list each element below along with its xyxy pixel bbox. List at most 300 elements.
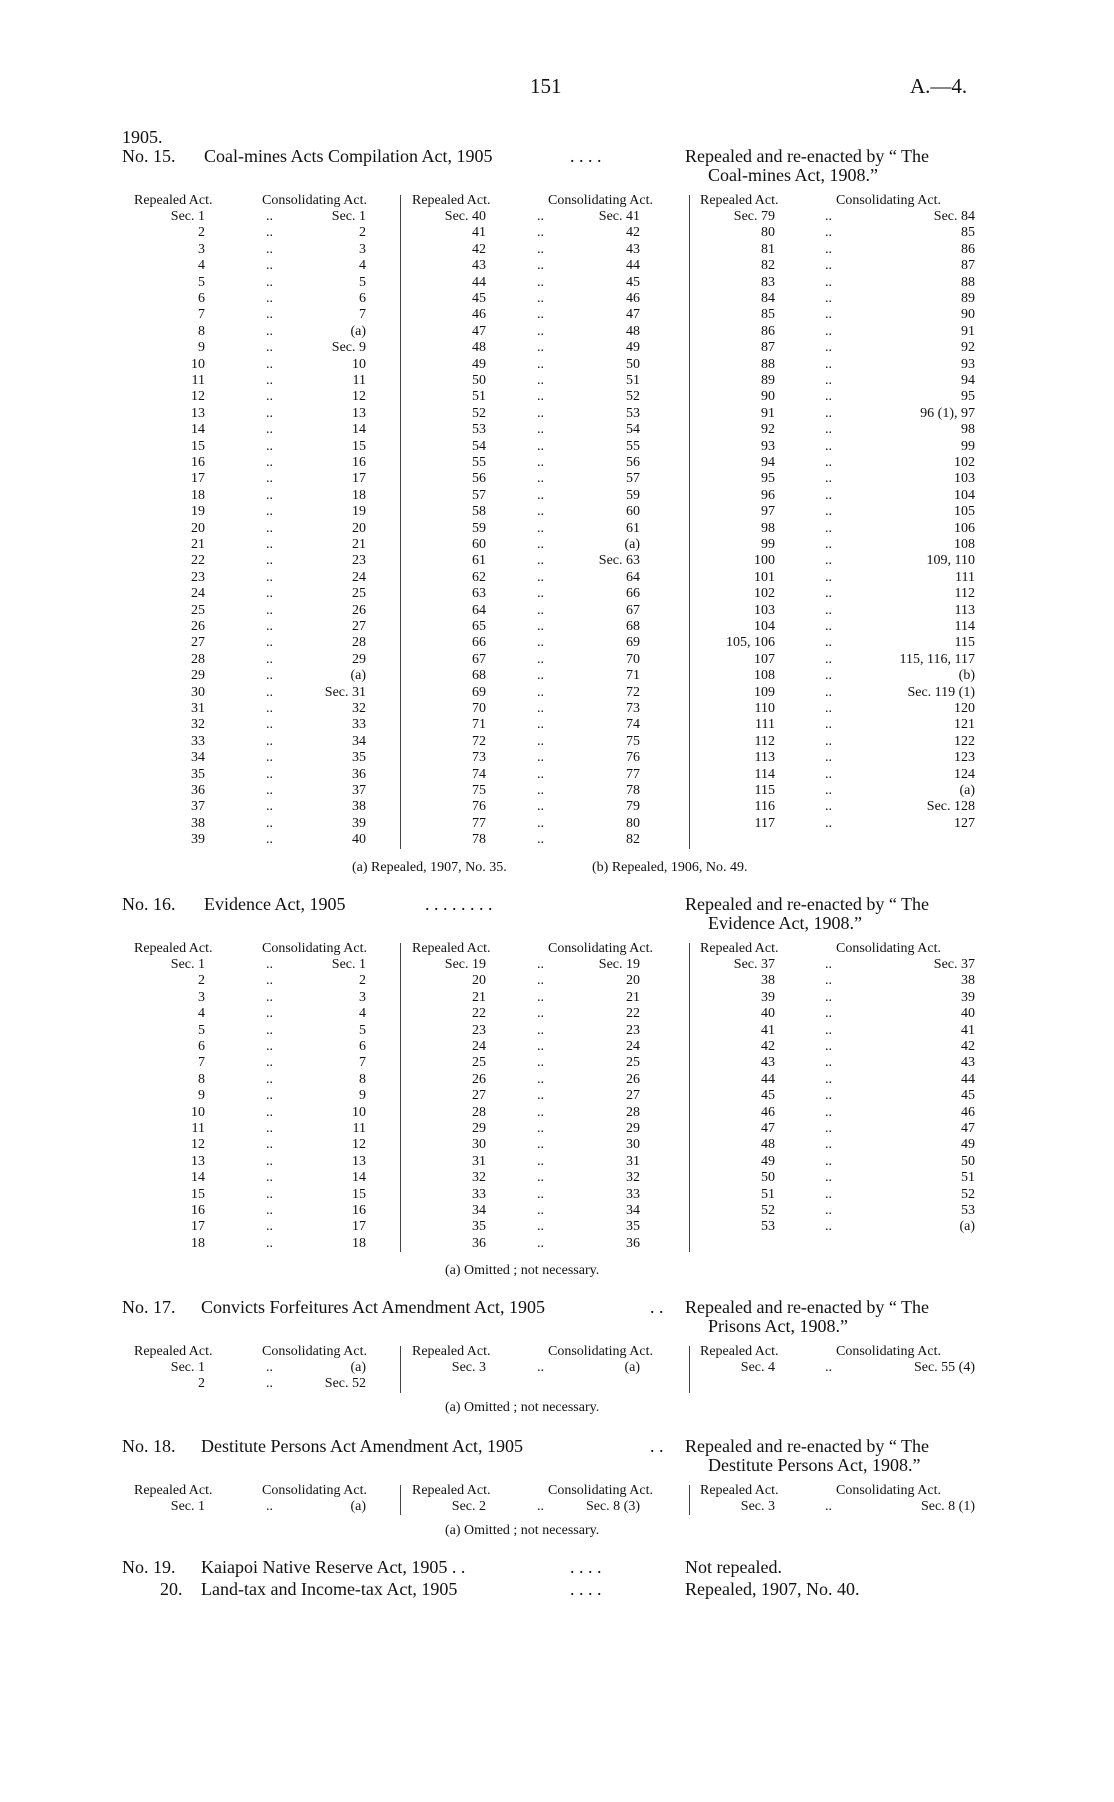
repealed-section: Sec. 4 <box>740 1360 775 1375</box>
column-header-repealed: Repealed Act. <box>412 193 491 208</box>
consolidating-section: (a) <box>624 537 640 552</box>
dot-leader: .. <box>825 455 832 470</box>
repealed-section: 111 <box>755 717 775 733</box>
dot-leader: .. <box>537 586 544 602</box>
consolidating-section: (a) <box>350 668 366 684</box>
consolidating-section: Sec. 1 <box>331 209 366 224</box>
repealed-section: 12 <box>191 1137 205 1153</box>
consolidating-section: Sec. 1 <box>331 957 366 972</box>
repealed-section: 37 <box>191 799 205 815</box>
repealed-section: 98 <box>761 520 775 536</box>
repealed-section: 112 <box>754 733 775 749</box>
dot-leader: .. <box>266 832 273 848</box>
dot-leader: .. <box>266 717 273 733</box>
consolidating-section: 30 <box>626 1137 640 1153</box>
column-header-consolidating: Consolidating Act. <box>262 1483 367 1498</box>
consolidating-section: 44 <box>961 1071 975 1087</box>
dot-leader: .. <box>537 225 544 241</box>
consolidating-section: 49 <box>626 340 640 356</box>
consolidating-section: 90 <box>961 307 975 323</box>
footnote-a: (a) Omitted ; not necessary. <box>445 1523 600 1538</box>
consolidating-section: 59 <box>626 487 640 503</box>
dot-leader: .. <box>537 455 544 470</box>
dot-leader: .. <box>825 241 832 257</box>
repealed-section: 4 <box>198 1006 205 1022</box>
dot-leader: .. <box>537 1153 544 1169</box>
consolidating-section: 29 <box>352 651 366 667</box>
consolidating-section: 27 <box>352 619 366 634</box>
dot-leader: .. <box>537 701 544 716</box>
dot-leader: .. <box>825 389 832 405</box>
dot-leader: .. <box>825 635 832 651</box>
consolidating-section: 33 <box>352 717 366 733</box>
repealed-section: 49 <box>472 356 486 372</box>
consolidating-section: 67 <box>626 602 640 618</box>
dot-leader: .. <box>825 602 832 618</box>
repealed-section: 76 <box>472 799 486 815</box>
consolidating-section: 47 <box>961 1121 975 1136</box>
repealed-section: 32 <box>472 1170 486 1186</box>
dot-leader: .. <box>266 455 273 470</box>
repealed-section: 52 <box>761 1203 775 1218</box>
column-header-repealed: Repealed Act. <box>700 193 779 208</box>
consolidating-section: 25 <box>626 1055 640 1071</box>
repealed-section: 100 <box>754 553 775 569</box>
dot-leader: .. <box>825 1121 832 1136</box>
table-destitute-persons-act <box>0 1483 1114 1515</box>
repealed-section: 117 <box>754 815 775 831</box>
consolidating-section: 68 <box>626 619 640 634</box>
repealed-section: 3 <box>198 241 205 257</box>
consolidating-section: 89 <box>961 291 975 306</box>
dot-leader: .. <box>266 520 273 536</box>
dot-leader: .. <box>537 569 544 585</box>
repealed-section: 19 <box>191 504 205 520</box>
dot-leader: .. <box>266 1121 273 1136</box>
consolidating-section: 104 <box>954 487 975 503</box>
dot-leader: .. <box>266 684 273 700</box>
repealed-section: 47 <box>472 323 486 339</box>
dot-leader: .. <box>825 684 832 700</box>
consolidating-section: 48 <box>626 323 640 339</box>
consolidating-section: 85 <box>961 225 975 241</box>
act-status: Repealed, 1907, No. 40. <box>685 1579 860 1599</box>
repealed-section: 78 <box>472 832 486 848</box>
consolidating-section: 76 <box>626 750 640 766</box>
repealed-section: 9 <box>198 340 205 356</box>
consolidating-section: Sec. 128 <box>926 799 975 815</box>
consolidating-section: 52 <box>961 1186 975 1202</box>
dot-leader: .. <box>537 405 544 421</box>
act-status: Repealed and re-enacted by “ The <box>685 1297 930 1317</box>
repealed-section: 57 <box>472 487 486 503</box>
dot-leader: .. <box>537 973 544 989</box>
repealed-section: 116 <box>754 799 775 815</box>
dot-leader: .. <box>825 1071 832 1087</box>
consolidating-section: 66 <box>626 586 640 602</box>
consolidating-section: Sec. 41 <box>598 209 640 224</box>
repealed-section: 56 <box>472 471 486 487</box>
dot-leader: .. <box>266 1170 273 1186</box>
repealed-section: 14 <box>191 1170 205 1186</box>
dot-leader: .. <box>537 635 544 651</box>
dot-leader: .. <box>266 241 273 257</box>
dot-leader: .. <box>537 832 544 848</box>
consolidating-section: 92 <box>961 340 975 356</box>
consolidating-section: Sec. 8 (3) <box>585 1499 640 1514</box>
consolidating-section: 39 <box>961 989 975 1005</box>
dot-leader: .. <box>266 373 273 388</box>
dot-leader: .. <box>537 471 544 487</box>
column-header-consolidating: Consolidating Act. <box>548 1483 653 1498</box>
consolidating-section: 49 <box>961 1137 975 1153</box>
consolidating-section: 112 <box>954 586 975 602</box>
consolidating-section: 6 <box>359 1039 366 1054</box>
dot-leader: .. <box>266 651 273 667</box>
consolidating-section: 2 <box>359 225 366 241</box>
dot-leader: . . <box>650 1436 664 1456</box>
dot-leader: .. <box>266 766 273 782</box>
repealed-section: 35 <box>191 766 205 782</box>
repealed-section: 94 <box>761 455 775 470</box>
consolidating-section: 122 <box>954 733 975 749</box>
repealed-section: 15 <box>191 1186 205 1202</box>
dot-leader: .. <box>825 783 832 798</box>
repealed-section: 109 <box>754 684 775 700</box>
repealed-section: 36 <box>472 1235 486 1251</box>
repealed-section: 101 <box>754 569 775 585</box>
dot-leader: .. <box>266 258 273 274</box>
dot-leader: .. <box>537 1121 544 1136</box>
repealed-section: 114 <box>754 766 775 782</box>
column-divider <box>400 943 401 1252</box>
consolidating-section: 114 <box>954 619 975 634</box>
dot-leader: .. <box>537 1170 544 1186</box>
dot-leader: .. <box>266 389 273 405</box>
repealed-section: 12 <box>191 389 205 405</box>
repealed-section: 105, 106 <box>726 635 775 651</box>
column-header-consolidating: Consolidating Act. <box>262 193 367 208</box>
act-title: Land-tax and Income-tax Act, 1905 <box>201 1579 458 1599</box>
dot-leader: .. <box>825 553 832 569</box>
dot-leader: .. <box>825 1186 832 1202</box>
footnote-a: (a) Repealed, 1907, No. 35. <box>352 860 507 875</box>
column-header-repealed: Repealed Act. <box>700 941 779 956</box>
consolidating-section: 70 <box>626 651 640 667</box>
dot-leader: .. <box>537 815 544 831</box>
consolidating-section: 102 <box>954 455 975 470</box>
repealed-section: 20 <box>191 520 205 536</box>
repealed-section: 17 <box>191 471 205 487</box>
consolidating-section: (b) <box>958 668 975 684</box>
dot-leader: . . . . . . . . <box>425 894 493 914</box>
consolidating-section: 40 <box>352 832 366 848</box>
dot-leader: .. <box>825 537 832 552</box>
repealed-section: 22 <box>472 1006 486 1022</box>
dot-leader: .. <box>266 1360 273 1375</box>
consolidating-section: 31 <box>626 1153 640 1169</box>
dot-leader: .. <box>537 1203 544 1218</box>
consolidating-section: 47 <box>626 307 640 323</box>
page-number: 151 <box>530 74 562 98</box>
column-header-repealed: Repealed Act. <box>412 941 491 956</box>
repealed-section: 8 <box>198 323 205 339</box>
column-header-repealed: Repealed Act. <box>134 941 213 956</box>
consolidating-section: 51 <box>626 373 640 388</box>
repealed-section: 63 <box>472 586 486 602</box>
dot-leader: .. <box>266 487 273 503</box>
dot-leader: .. <box>266 553 273 569</box>
consolidating-section: 127 <box>954 815 975 831</box>
dot-leader: .. <box>537 783 544 798</box>
dot-leader: .. <box>266 1499 273 1514</box>
dot-leader: .. <box>825 225 832 241</box>
dot-leader: .. <box>537 799 544 815</box>
dot-leader: .. <box>537 717 544 733</box>
dot-leader: .. <box>825 258 832 274</box>
consolidating-section: 75 <box>626 733 640 749</box>
consolidating-section: 10 <box>352 356 366 372</box>
repealed-section: 32 <box>191 717 205 733</box>
consolidating-section: 35 <box>626 1219 640 1235</box>
dot-leader: .. <box>537 1219 544 1235</box>
act-number: No. 16. <box>122 894 176 914</box>
column-divider <box>689 195 690 849</box>
repealed-section: 18 <box>191 487 205 503</box>
repealed-section: Sec. 1 <box>170 209 205 224</box>
dot-leader: .. <box>266 635 273 651</box>
consolidating-section: 15 <box>352 438 366 454</box>
dot-leader: .. <box>266 225 273 241</box>
consolidating-section: 39 <box>352 815 366 831</box>
repealed-section: 22 <box>191 553 205 569</box>
repealed-section: 104 <box>754 619 775 634</box>
repealed-section: 25 <box>472 1055 486 1071</box>
consolidating-section: 5 <box>359 274 366 290</box>
repealed-section: 92 <box>761 422 775 438</box>
repealed-section: 81 <box>761 241 775 257</box>
consolidating-section: 77 <box>626 766 640 782</box>
dot-leader: .. <box>825 323 832 339</box>
dot-leader: .. <box>537 750 544 766</box>
dot-leader: .. <box>825 307 832 323</box>
consolidating-section: 43 <box>961 1055 975 1071</box>
repealed-section: 110 <box>754 701 775 716</box>
repealed-section: 47 <box>761 1121 775 1136</box>
dot-leader: .. <box>266 973 273 989</box>
dot-leader: . . <box>650 1297 664 1317</box>
repealed-section: 69 <box>472 684 486 700</box>
repealed-section: 115 <box>754 783 775 798</box>
dot-leader: .. <box>537 487 544 503</box>
consolidating-section: 4 <box>359 258 366 274</box>
dot-leader: .. <box>825 209 832 224</box>
dot-leader: .. <box>537 1137 544 1153</box>
consolidating-section: Sec. 19 <box>598 957 640 972</box>
consolidating-section: 45 <box>626 274 640 290</box>
dot-leader: .. <box>266 291 273 306</box>
repealed-section: Sec. 79 <box>733 209 775 224</box>
repealed-section: 95 <box>761 471 775 487</box>
dot-leader: .. <box>537 733 544 749</box>
dot-leader: .. <box>537 1022 544 1038</box>
dot-leader: .. <box>537 1360 544 1375</box>
dot-leader: .. <box>266 274 273 290</box>
consolidating-section: 42 <box>626 225 640 241</box>
dot-leader: .. <box>825 340 832 356</box>
dot-leader: .. <box>825 291 832 306</box>
dot-leader: .. <box>825 356 832 372</box>
consolidating-section: 18 <box>352 1235 366 1251</box>
consolidating-section: 36 <box>626 1235 640 1251</box>
consolidating-section: 98 <box>961 422 975 438</box>
dot-leader: .. <box>266 356 273 372</box>
consolidating-section: 82 <box>626 832 640 848</box>
footnote-b: (b) Repealed, 1906, No. 49. <box>592 860 748 875</box>
repealed-section: 41 <box>761 1022 775 1038</box>
consolidating-section: 14 <box>352 422 366 438</box>
dot-leader: .. <box>825 989 832 1005</box>
repealed-section: 45 <box>761 1088 775 1104</box>
consolidating-section: 7 <box>359 1055 366 1071</box>
consolidating-section: 121 <box>954 717 975 733</box>
act-title: Convicts Forfeitures Act Amendment Act, 1905 <box>201 1297 545 1317</box>
repealed-section: 28 <box>472 1104 486 1120</box>
dot-leader: .. <box>537 684 544 700</box>
dot-leader: .. <box>825 1104 832 1120</box>
repealed-section: 43 <box>472 258 486 274</box>
repealed-section: 2 <box>198 1376 205 1392</box>
dot-leader: .. <box>266 799 273 815</box>
repealed-section: 61 <box>472 553 486 569</box>
consolidating-section: Sec. 52 <box>324 1376 366 1392</box>
repealed-section: 38 <box>191 815 205 831</box>
dot-leader: .. <box>537 323 544 339</box>
repealed-section: 50 <box>761 1170 775 1186</box>
consolidating-section: 54 <box>626 422 640 438</box>
consolidating-section: 69 <box>626 635 640 651</box>
repealed-section: 74 <box>472 766 486 782</box>
consolidating-section: 35 <box>352 750 366 766</box>
repealed-section: 11 <box>191 1121 205 1136</box>
repealed-section: 97 <box>761 504 775 520</box>
dot-leader: .. <box>825 274 832 290</box>
dot-leader: .. <box>537 1499 544 1514</box>
repealed-section: 72 <box>472 733 486 749</box>
repealed-section: 88 <box>761 356 775 372</box>
dot-leader: .. <box>825 1088 832 1104</box>
consolidating-section: 37 <box>352 783 366 798</box>
dot-leader: .. <box>537 209 544 224</box>
consolidating-section: 124 <box>954 766 975 782</box>
repealed-section: 10 <box>191 356 205 372</box>
dot-leader: .. <box>266 668 273 684</box>
repealed-section: 59 <box>472 520 486 536</box>
consolidating-section: 15 <box>352 1186 366 1202</box>
dot-leader: .. <box>266 209 273 224</box>
consolidating-section: 13 <box>352 405 366 421</box>
consolidating-section: 88 <box>961 274 975 290</box>
repealed-section: 44 <box>472 274 486 290</box>
column-divider <box>400 195 401 849</box>
repealed-section: 17 <box>191 1219 205 1235</box>
repealed-section: 28 <box>191 651 205 667</box>
consolidating-section: 61 <box>626 520 640 536</box>
act-title: Destitute Persons Act Amendment Act, 1905 <box>201 1436 523 1456</box>
consolidating-section: 79 <box>626 799 640 815</box>
dot-leader: .. <box>266 504 273 520</box>
column-header-repealed: Repealed Act. <box>134 1344 213 1359</box>
repealed-section: 29 <box>472 1121 486 1136</box>
repealed-section: 3 <box>198 989 205 1005</box>
column-header-consolidating: Consolidating Act. <box>836 941 941 956</box>
column-header-consolidating: Consolidating Act. <box>548 941 653 956</box>
repealed-section: Sec. 3 <box>451 1360 486 1375</box>
column-header-repealed: Repealed Act. <box>412 1344 491 1359</box>
repealed-section: 107 <box>754 651 775 667</box>
consolidating-section: 24 <box>352 569 366 585</box>
consolidating-section: 74 <box>626 717 640 733</box>
dot-leader: .. <box>266 1088 273 1104</box>
dot-leader: .. <box>825 619 832 634</box>
dot-leader: .. <box>266 471 273 487</box>
repealed-section: 7 <box>198 1055 205 1071</box>
repealed-section: 5 <box>198 1022 205 1038</box>
consolidating-section: 56 <box>626 455 640 470</box>
column-header-consolidating: Consolidating Act. <box>836 193 941 208</box>
repealed-section: 55 <box>472 455 486 470</box>
dot-leader: .. <box>266 1104 273 1120</box>
dot-leader: .. <box>266 989 273 1005</box>
dot-leader: .. <box>825 1153 832 1169</box>
repealed-section: 44 <box>761 1071 775 1087</box>
repealed-section: 24 <box>191 586 205 602</box>
repealed-section: 38 <box>761 973 775 989</box>
repealed-section: 40 <box>761 1006 775 1022</box>
repealed-section: 42 <box>761 1039 775 1054</box>
repealed-section: 45 <box>472 291 486 306</box>
consolidating-section: 20 <box>626 973 640 989</box>
repealed-section: 53 <box>761 1219 775 1235</box>
repealed-section: 67 <box>472 651 486 667</box>
year-heading: 1905. <box>122 127 163 147</box>
consolidating-section: 26 <box>626 1071 640 1087</box>
consolidating-section: Sec. 31 <box>324 684 366 700</box>
repealed-section: 2 <box>198 973 205 989</box>
consolidating-section: 46 <box>961 1104 975 1120</box>
dot-leader: .. <box>266 1203 273 1218</box>
consolidating-section: 6 <box>359 291 366 306</box>
repealed-section: 42 <box>472 241 486 257</box>
repealed-section: 46 <box>761 1104 775 1120</box>
consolidating-section: 16 <box>352 455 366 470</box>
column-header-repealed: Repealed Act. <box>700 1344 779 1359</box>
dot-leader: .. <box>537 1186 544 1202</box>
dot-leader: .. <box>537 537 544 552</box>
consolidating-section: 50 <box>961 1153 975 1169</box>
consolidating-section: 41 <box>961 1022 975 1038</box>
dot-leader: .. <box>266 602 273 618</box>
repealed-section: 84 <box>761 291 775 306</box>
repealed-section: 96 <box>761 487 775 503</box>
dot-leader: .. <box>537 1006 544 1022</box>
consolidating-section: 44 <box>626 258 640 274</box>
act-number: No. 19. <box>122 1557 176 1577</box>
dot-leader: .. <box>537 504 544 520</box>
repealed-section: 53 <box>472 422 486 438</box>
dot-leader: .. <box>537 602 544 618</box>
consolidating-section: 8 <box>359 1071 366 1087</box>
